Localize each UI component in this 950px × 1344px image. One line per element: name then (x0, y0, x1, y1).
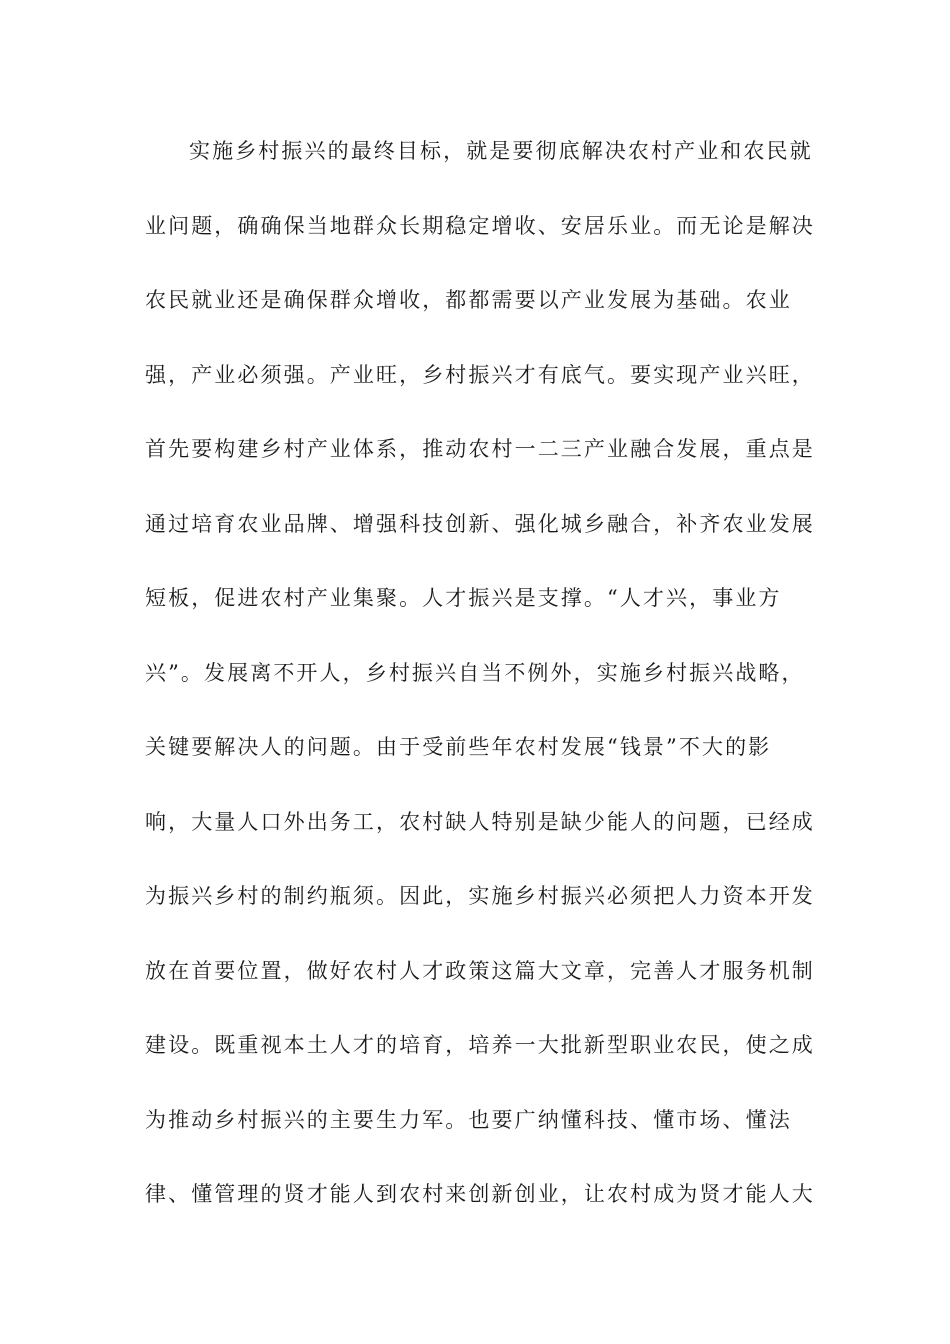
paragraph-line: 为振兴乡村的制约瓶须。因此，实施乡村振兴必须把人力资本开发 (145, 884, 815, 908)
paragraph-line: 响，大量人口外出务工，农村缺人特别是缺少能人的问题，已经成 (145, 809, 815, 834)
paragraph-line: 强，产业必须强。产业旺，乡村振兴才有底气。要实现产业兴旺， (145, 362, 815, 387)
paragraph-line: 首先要构建乡村产业体系，推动农村一二三产业融合发展，重点是 (145, 437, 815, 461)
paragraph-line: 为推动乡村振兴的主要生力军。也要广纳懂科技、懂市场、懂法 (145, 1107, 792, 1132)
paragraph-line: 兴”。发展离不开人，乡村振兴自当不例外，实施乡村振兴战略， (145, 660, 805, 685)
paragraph-line: 通过培育农业品牌、增强科技创新、强化城乡融合，补齐农业发展 (145, 511, 815, 536)
paragraph-line: 实施乡村振兴的最终目标，就是要彻底解决农村产业和农民就 (189, 139, 813, 163)
paragraph-line: 业问题，确确保当地群众长期稳定增收、安居乐业。而无论是解决 (145, 213, 815, 238)
paragraph-line: 律、懂管理的贤才能人到农村来创新创业，让农村成为贤才能人大 (145, 1182, 815, 1206)
paragraph-line: 农民就业还是确保群众增收，都都需要以产业发展为基础。农业 (145, 288, 792, 312)
paragraph-line: 短板，促进农村产业集聚。人才振兴是支撑。“人才兴，事业方 (145, 586, 782, 610)
paragraph-line: 关键要解决人的问题。由于受前些年农村发展“钱景”不大的影 (145, 735, 772, 759)
paragraph-line: 建设。既重视本土人才的培育，培养一大批新型职业农民，使之成 (145, 1033, 815, 1057)
body-paragraph (145, 126, 815, 1244)
paragraph-line: 放在首要位置，做好农村人才政策这篇大文章，完善人才服务机制 (145, 958, 815, 983)
